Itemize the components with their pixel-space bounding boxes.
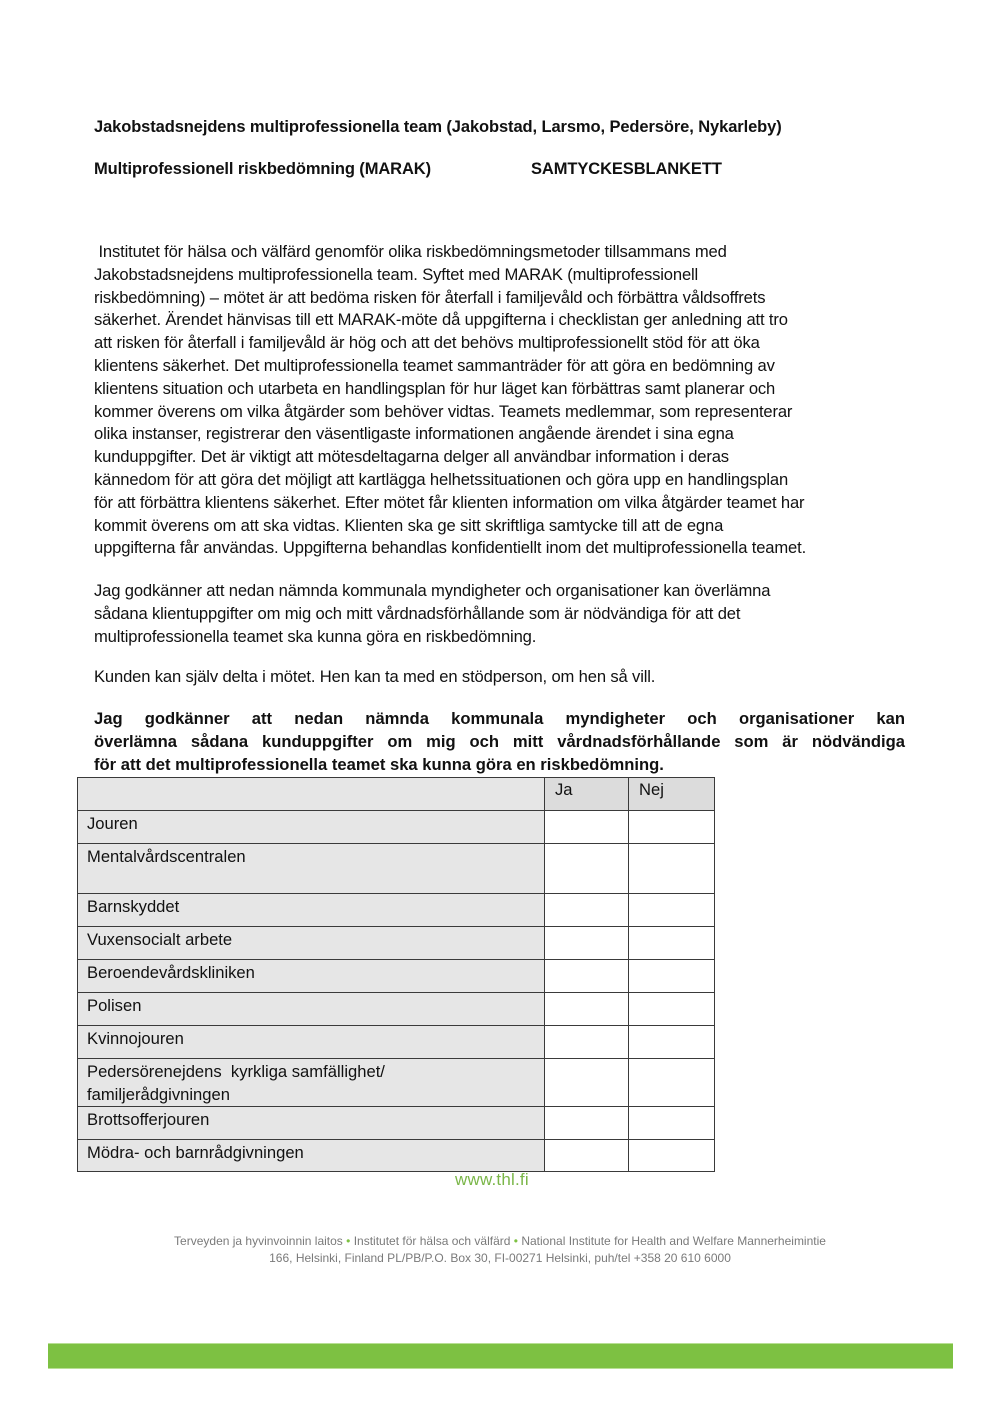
table-row [78, 811, 715, 844]
intro-line: kommit överens om att ska vidtas. Klienten ska ge sitt skriftliga samtycke till att de egna [94, 515, 724, 535]
row-label-brottsofferjouren: Brottsofferjouren [78, 1107, 545, 1140]
row-label-kvinnojouren: Kvinnojouren [78, 1026, 545, 1059]
nej-checkbox-cell[interactable] [629, 1026, 715, 1059]
table-row [78, 1059, 715, 1107]
footer-line-2: 166, Helsinki, Finland PL/PB/P.O. Box 30, FI-00271 Helsinki, puh/tel +358 20 610 6000 [269, 1251, 731, 1265]
table-row [78, 1026, 715, 1059]
ja-checkbox-cell[interactable] [545, 1059, 629, 1107]
intro-line: för att förbättra klientens säkerhet. Efter mötet får klienten information om vilka åtgärder teamet har [94, 492, 805, 512]
intro-line: klientens säkerhet. Det multiprofessionella teamet sammanträder för att göra en bedömning av [94, 355, 775, 375]
row-label-modra-och-barnradgivningen: Mödra- och barnrådgivningen [78, 1140, 545, 1172]
intro-line: Jakobstadsnejdens multiprofessionella team. Syftet med MARAK (multiprofessionell [94, 264, 699, 284]
bold-consent-statement [94, 708, 905, 776]
table-row [78, 960, 715, 993]
row-label-beroendevardskliniken: Beroendevårdskliniken [78, 960, 545, 993]
intro-line: kommer överens om vilka åtgärder som behöver vidtas. Teamets medlemmar, som representerar [94, 401, 793, 421]
nej-checkbox-cell[interactable] [629, 894, 715, 927]
ja-checkbox-cell[interactable] [545, 927, 629, 960]
bold-consent-line: för att det multiprofessionella teamet ska kunna göra en riskbedömning. [94, 754, 664, 774]
intro-line: att risken för återfall i familjevåld är hög och att det behövs multiprofessionellt stöd för att öka [94, 333, 760, 353]
table-header-row [78, 778, 715, 811]
nej-checkbox-cell[interactable] [629, 844, 715, 894]
consent-line: multiprofessionella teamet ska kunna göra en riskbedömning. [94, 626, 537, 646]
intro-line: uppgifterna får användas. Uppgifterna behandlas konfidentiellt inom det multiprofessionella teamet. [94, 538, 807, 558]
row-label-mentalvardscentralen: Mentalvårdscentralen [78, 844, 545, 894]
nej-checkbox-cell[interactable] [629, 927, 715, 960]
table-row [78, 1107, 715, 1140]
footer-line-1 [100, 1233, 900, 1250]
ja-checkbox-cell[interactable] [545, 894, 629, 927]
bullet-icon: • [346, 1234, 351, 1248]
header-blank-cell [78, 778, 545, 811]
intro-line: riskbedömning) – mötet är att bedöma risken för återfall i familjevåld och förbättra våldsoffrets [94, 287, 766, 307]
intro-line: kunduppgifter. Det är viktigt att mötesdeltagarna delger all användbar information i deras [94, 447, 729, 467]
row-label-vuxensocialt-arbete: Vuxensocialt arbete [78, 927, 545, 960]
footer-org-en: National Institute for Health and Welfare Mannerheimintie [521, 1234, 826, 1248]
row-label-line-2: familjerådgivningen [87, 1084, 230, 1104]
bold-consent-line: överlämna sådana kunduppgifter om mig och mitt vårdnadsförhållande som är nödvändiga [94, 731, 905, 751]
nej-checkbox-cell[interactable] [629, 811, 715, 844]
nej-checkbox-cell[interactable] [629, 1140, 715, 1172]
consent-paragraph [94, 580, 914, 648]
header-ja: Ja [545, 778, 629, 811]
ja-checkbox-cell[interactable] [545, 993, 629, 1026]
intro-line: olika instanser, registrerar den väsentligaste informationen angående ärendet i sina egna [94, 424, 734, 444]
row-label-jouren: Jouren [78, 811, 545, 844]
consent-line: sådana klientuppgifter om mig och mitt vårdnadsförhållande som är nödvändiga för att det [94, 603, 741, 623]
footer-org-sv: Institutet för hälsa och välfärd [353, 1234, 511, 1248]
intro-line: säkerhet. Ärendet hänvisas till ett MARAK-möte då uppgifterna i checklistan ger anledning att tro [94, 310, 788, 330]
table-row [78, 927, 715, 960]
row-label-pedersorenejdens-kyrkliga [78, 1059, 545, 1107]
row-label-polisen: Polisen [78, 993, 545, 1026]
table-row [78, 993, 715, 1026]
footer-org-fi: Terveyden ja hyvinvoinnin laitos [174, 1234, 343, 1248]
form-type-heading: SAMTYCKESBLANKETT [531, 160, 722, 178]
table-row [78, 1140, 715, 1172]
ja-checkbox-cell[interactable] [545, 1026, 629, 1059]
participation-note: Kunden kan själv delta i mötet. Hen kan ta med en stödperson, om hen så vill. [94, 667, 656, 686]
brand-green-bar [48, 1343, 953, 1369]
intro-line: Institutet för hälsa och välfärd genomför olika riskbedömningsmetoder tillsammans med [94, 242, 727, 261]
nej-checkbox-cell[interactable] [629, 960, 715, 993]
bullet-icon: • [513, 1234, 518, 1248]
row-label-line-1: Pedersörenejdens kyrkliga samfällighet/ [87, 1062, 385, 1081]
header-nej: Nej [629, 778, 715, 811]
intro-line: kännedom för att göra det möjligt att kartlägga helhetssituationen och göra upp en handlingsplan [94, 469, 789, 489]
document-title: Jakobstadsnejdens multiprofessionella team (Jakobstad, Larsmo, Pedersöre, Nykarleby) [94, 118, 782, 136]
bold-consent-line: Jag godkänner att nedan nämnda kommunala myndigheter och organisationer kan [94, 709, 905, 728]
ja-checkbox-cell[interactable] [545, 844, 629, 894]
row-label-barnskyddet: Barnskyddet [78, 894, 545, 927]
nej-checkbox-cell[interactable] [629, 1107, 715, 1140]
table-row [78, 844, 715, 894]
ja-checkbox-cell[interactable] [545, 1140, 629, 1172]
intro-line: klientens situation och utarbeta en handlingsplan för hur läget kan förbättras samt planerar och [94, 378, 776, 398]
footer-address [100, 1233, 900, 1267]
website-link[interactable]: www.thl.fi [455, 1170, 529, 1189]
ja-checkbox-cell[interactable] [545, 811, 629, 844]
nej-checkbox-cell[interactable] [629, 993, 715, 1026]
consent-line: Jag godkänner att nedan nämnda kommunala myndigheter och organisationer kan överlämna [94, 581, 771, 600]
consent-table [77, 777, 715, 1172]
document-subtitle: Multiprofessionell riskbedömning (MARAK) [94, 160, 432, 178]
intro-paragraph [94, 241, 914, 560]
ja-checkbox-cell[interactable] [545, 1107, 629, 1140]
table-row [78, 894, 715, 927]
ja-checkbox-cell[interactable] [545, 960, 629, 993]
nej-checkbox-cell[interactable] [629, 1059, 715, 1107]
